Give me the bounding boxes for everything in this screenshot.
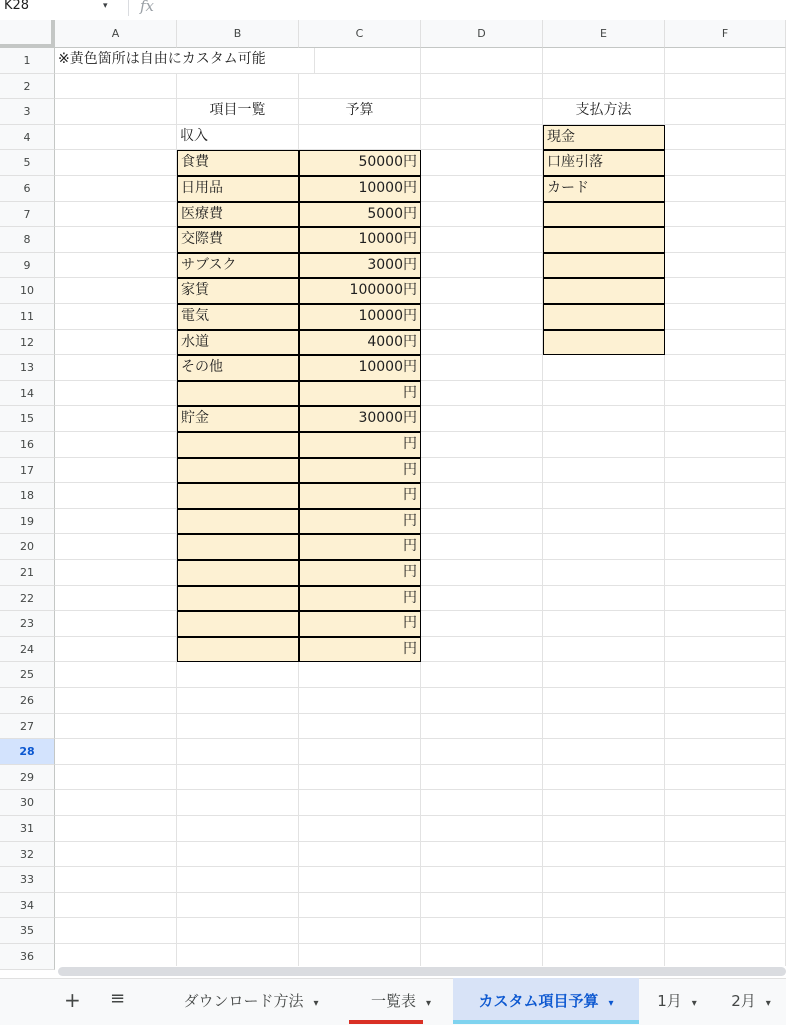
row-header-11[interactable]: 11 <box>0 304 55 330</box>
cell[interactable] <box>299 867 421 893</box>
column-header-e[interactable]: E <box>543 20 665 48</box>
item-label-cell[interactable] <box>177 432 299 458</box>
chevron-down-icon[interactable]: ▾ <box>425 998 432 1009</box>
item-amount-cell[interactable]: 円 <box>299 381 421 407</box>
cell[interactable] <box>55 381 177 407</box>
cell[interactable] <box>421 842 543 868</box>
cell[interactable] <box>665 867 786 893</box>
cell[interactable] <box>665 150 786 176</box>
cell[interactable] <box>421 74 543 100</box>
item-label-cell[interactable]: 食費 <box>177 150 299 176</box>
cell[interactable] <box>543 355 665 381</box>
item-amount-cell[interactable]: 10000円 <box>299 176 421 202</box>
cell[interactable] <box>665 432 786 458</box>
item-label-cell[interactable] <box>177 458 299 484</box>
item-label-cell[interactable] <box>177 509 299 535</box>
cell[interactable] <box>421 150 543 176</box>
cell[interactable] <box>177 765 299 791</box>
cell[interactable] <box>665 304 786 330</box>
cell[interactable] <box>177 816 299 842</box>
chevron-down-icon[interactable]: ▾ <box>608 998 614 1009</box>
item-label-cell[interactable] <box>177 381 299 407</box>
row-header-1[interactable]: 1 <box>0 48 55 74</box>
item-label-cell[interactable] <box>177 483 299 509</box>
cell[interactable] <box>55 739 177 765</box>
cell[interactable] <box>177 739 299 765</box>
cell[interactable] <box>299 714 421 740</box>
formula-divider <box>128 0 129 16</box>
cell[interactable] <box>665 765 786 791</box>
cell[interactable] <box>665 560 786 586</box>
item-amount-cell[interactable]: 円 <box>299 458 421 484</box>
cell[interactable] <box>421 99 543 125</box>
item-amount-cell[interactable]: 10000円 <box>299 355 421 381</box>
all-sheets-menu-icon[interactable]: ≡ <box>110 988 126 1009</box>
cell[interactable] <box>421 739 543 765</box>
row-header-27[interactable]: 27 <box>0 714 55 740</box>
cell[interactable] <box>421 227 543 253</box>
cell[interactable] <box>421 278 543 304</box>
cell[interactable] <box>421 688 543 714</box>
cell-e3-payment-header[interactable]: 支払方法 <box>543 99 665 125</box>
cell[interactable] <box>543 842 665 868</box>
row-header-14[interactable]: 14 <box>0 381 55 407</box>
cell[interactable] <box>177 918 299 944</box>
name-box-dropdown-icon[interactable]: ▾ <box>103 1 108 11</box>
cell[interactable] <box>177 867 299 893</box>
item-amount-cell[interactable]: 円 <box>299 483 421 509</box>
cell-b3-items-header[interactable]: 項目一覧 <box>177 99 299 125</box>
cell[interactable] <box>55 355 177 381</box>
cell[interactable] <box>665 99 786 125</box>
cell[interactable] <box>665 74 786 100</box>
cell[interactable] <box>421 458 543 484</box>
sheet-tab-label: 1月 <box>657 992 682 1010</box>
cell[interactable] <box>543 611 665 637</box>
item-label-cell[interactable] <box>177 586 299 612</box>
row-header-32[interactable]: 32 <box>0 842 55 868</box>
cell[interactable] <box>665 355 786 381</box>
column-header-c[interactable]: C <box>299 20 421 48</box>
name-box[interactable]: K28 <box>4 0 30 13</box>
cell[interactable] <box>665 637 786 663</box>
cell[interactable] <box>421 918 543 944</box>
cell[interactable] <box>665 662 786 688</box>
sheet-tab-2[interactable] <box>453 978 639 1024</box>
sheet-tab-1[interactable] <box>349 978 453 1024</box>
cell[interactable] <box>421 304 543 330</box>
payment-method-cell[interactable] <box>543 202 665 228</box>
cell[interactable] <box>177 688 299 714</box>
cell[interactable] <box>665 918 786 944</box>
cell[interactable] <box>543 534 665 560</box>
chevron-down-icon[interactable]: ▾ <box>313 998 319 1009</box>
cell[interactable] <box>55 278 177 304</box>
cell[interactable] <box>543 688 665 714</box>
select-all-corner[interactable] <box>0 20 55 48</box>
payment-method-cell[interactable] <box>543 253 665 279</box>
row-header-34[interactable]: 34 <box>0 893 55 919</box>
row-header-4[interactable]: 4 <box>0 125 55 151</box>
cell[interactable] <box>543 662 665 688</box>
cell[interactable] <box>55 611 177 637</box>
cell[interactable] <box>665 227 786 253</box>
cell[interactable] <box>177 842 299 868</box>
cell[interactable] <box>421 381 543 407</box>
cell[interactable] <box>421 893 543 919</box>
item-label-cell[interactable]: 医療費 <box>177 202 299 228</box>
row-header-22[interactable]: 22 <box>0 586 55 612</box>
cell[interactable] <box>55 790 177 816</box>
cell[interactable] <box>665 611 786 637</box>
sheet-tab-4[interactable] <box>716 978 786 1024</box>
cell[interactable] <box>421 637 543 663</box>
cell[interactable] <box>543 867 665 893</box>
row-header-12[interactable]: 12 <box>0 330 55 356</box>
payment-method-cell[interactable] <box>543 330 665 356</box>
row-header-16[interactable]: 16 <box>0 432 55 458</box>
cell[interactable] <box>299 48 421 74</box>
horizontal-scrollbar-thumb[interactable] <box>58 967 786 976</box>
cell[interactable] <box>177 662 299 688</box>
item-label-cell[interactable]: 貯金 <box>177 406 299 432</box>
cell[interactable] <box>299 842 421 868</box>
cell[interactable] <box>421 765 543 791</box>
cell[interactable] <box>55 637 177 663</box>
sheet-tab-label: カスタム項目予算 <box>478 992 599 1010</box>
payment-method-cell[interactable]: 現金 <box>543 125 665 151</box>
cell[interactable] <box>421 560 543 586</box>
cell[interactable] <box>543 458 665 484</box>
add-sheet-button[interactable]: + <box>64 988 81 1012</box>
cell[interactable] <box>55 432 177 458</box>
cell[interactable] <box>55 662 177 688</box>
row-header-26[interactable]: 26 <box>0 688 55 714</box>
column-header-b[interactable]: B <box>177 20 299 48</box>
cell[interactable] <box>299 74 421 100</box>
cell[interactable] <box>421 662 543 688</box>
sheet-tab-label: 一覧表 <box>370 992 416 1010</box>
cell[interactable] <box>421 355 543 381</box>
row-header-5[interactable]: 5 <box>0 150 55 176</box>
column-header-a[interactable]: A <box>55 20 177 48</box>
cell[interactable] <box>543 483 665 509</box>
sheet-tab-label: ダウンロード方法 <box>183 992 304 1010</box>
cell[interactable] <box>421 48 543 74</box>
cell[interactable] <box>55 304 177 330</box>
cell[interactable] <box>299 816 421 842</box>
sheet-tab-3[interactable] <box>643 978 711 1024</box>
cell[interactable] <box>665 253 786 279</box>
row-header-35[interactable]: 35 <box>0 918 55 944</box>
row-header-30[interactable]: 30 <box>0 790 55 816</box>
column-header-d[interactable]: D <box>421 20 543 48</box>
cell[interactable] <box>299 893 421 919</box>
cell[interactable] <box>665 816 786 842</box>
sheet-tab-0[interactable] <box>158 978 344 1024</box>
row-header-17[interactable]: 17 <box>0 458 55 484</box>
item-amount-cell[interactable]: 円 <box>299 586 421 612</box>
item-label-cell[interactable] <box>177 560 299 586</box>
cell[interactable] <box>665 176 786 202</box>
row-header-18[interactable]: 18 <box>0 483 55 509</box>
item-amount-cell[interactable]: 3000円 <box>299 253 421 279</box>
payment-method-cell[interactable] <box>543 227 665 253</box>
item-amount-cell[interactable]: 円 <box>299 534 421 560</box>
row-header-7[interactable]: 7 <box>0 202 55 228</box>
cell[interactable] <box>55 406 177 432</box>
cell[interactable] <box>543 74 665 100</box>
cell[interactable] <box>665 330 786 356</box>
cell[interactable] <box>299 125 421 151</box>
cell[interactable] <box>421 509 543 535</box>
row-header-31[interactable]: 31 <box>0 816 55 842</box>
cell[interactable] <box>55 74 177 100</box>
cell[interactable] <box>55 714 177 740</box>
cell[interactable] <box>55 765 177 791</box>
row-header-21[interactable]: 21 <box>0 560 55 586</box>
cell[interactable] <box>55 458 177 484</box>
cell[interactable] <box>665 893 786 919</box>
cell[interactable] <box>665 483 786 509</box>
row-header-33[interactable]: 33 <box>0 867 55 893</box>
cell[interactable] <box>177 74 299 100</box>
cell[interactable] <box>543 893 665 919</box>
cell[interactable] <box>543 381 665 407</box>
cell[interactable] <box>177 790 299 816</box>
payment-method-cell[interactable] <box>543 278 665 304</box>
payment-method-cell[interactable]: カード <box>543 176 665 202</box>
item-amount-cell[interactable]: 4000円 <box>299 330 421 356</box>
cell[interactable] <box>421 202 543 228</box>
cell[interactable] <box>55 534 177 560</box>
cell[interactable] <box>177 893 299 919</box>
cell[interactable] <box>665 406 786 432</box>
item-amount-cell[interactable]: 円 <box>299 611 421 637</box>
row-header-19[interactable]: 19 <box>0 509 55 535</box>
cell[interactable] <box>543 406 665 432</box>
column-header-f[interactable]: F <box>665 20 786 48</box>
item-label-cell[interactable]: サブスク <box>177 253 299 279</box>
item-label-cell[interactable]: 電気 <box>177 304 299 330</box>
cell[interactable] <box>543 714 665 740</box>
cell[interactable] <box>55 150 177 176</box>
cell[interactable] <box>543 739 665 765</box>
item-amount-cell[interactable]: 5000円 <box>299 202 421 228</box>
cell[interactable] <box>55 586 177 612</box>
cell[interactable] <box>55 330 177 356</box>
cell[interactable] <box>665 790 786 816</box>
item-label-cell[interactable]: 家賃 <box>177 278 299 304</box>
cell[interactable] <box>55 253 177 279</box>
cell[interactable] <box>299 790 421 816</box>
row-header-3[interactable]: 3 <box>0 99 55 125</box>
cell[interactable] <box>421 125 543 151</box>
cell[interactable] <box>543 790 665 816</box>
cell[interactable] <box>421 611 543 637</box>
row-header-2[interactable]: 2 <box>0 74 55 100</box>
item-amount-cell[interactable]: 円 <box>299 637 421 663</box>
cell[interactable] <box>299 765 421 791</box>
row-header-23[interactable]: 23 <box>0 611 55 637</box>
cell[interactable] <box>421 253 543 279</box>
row-header-10[interactable]: 10 <box>0 278 55 304</box>
cell[interactable] <box>665 125 786 151</box>
item-amount-cell[interactable]: 円 <box>299 509 421 535</box>
cell[interactable] <box>543 586 665 612</box>
cell[interactable] <box>55 893 177 919</box>
cell[interactable] <box>543 637 665 663</box>
row-header-25[interactable]: 25 <box>0 662 55 688</box>
cell-b4-income[interactable]: 収入 <box>177 125 299 151</box>
cell[interactable] <box>421 867 543 893</box>
cell[interactable] <box>55 816 177 842</box>
sheet-tab-label: 2月 <box>731 992 756 1010</box>
item-amount-cell[interactable]: 10000円 <box>299 304 421 330</box>
item-label-cell[interactable]: 日用品 <box>177 176 299 202</box>
cell[interactable] <box>543 560 665 586</box>
cell[interactable] <box>665 48 786 74</box>
cell[interactable] <box>543 918 665 944</box>
item-amount-cell[interactable]: 30000円 <box>299 406 421 432</box>
sheet-tab-color-indicator <box>453 1020 639 1024</box>
cell[interactable] <box>55 125 177 151</box>
cell[interactable] <box>55 483 177 509</box>
cell[interactable] <box>55 509 177 535</box>
cell[interactable] <box>55 918 177 944</box>
row-header-24[interactable]: 24 <box>0 637 55 663</box>
item-label-cell[interactable] <box>177 534 299 560</box>
item-label-cell[interactable]: 交際費 <box>177 227 299 253</box>
cell[interactable] <box>421 176 543 202</box>
cell[interactable] <box>55 867 177 893</box>
cell-a1-note[interactable]: ※黄色箇所は自由にカスタム可能 <box>55 48 315 74</box>
row-header-8[interactable]: 8 <box>0 227 55 253</box>
chevron-down-icon[interactable]: ▾ <box>765 998 771 1009</box>
cell[interactable] <box>55 842 177 868</box>
cell[interactable] <box>543 765 665 791</box>
cell[interactable] <box>543 48 665 74</box>
cell[interactable] <box>543 432 665 458</box>
chevron-down-icon[interactable]: ▾ <box>691 998 697 1009</box>
cell-c3-budget-header[interactable]: 予算 <box>299 99 421 125</box>
item-label-cell[interactable] <box>177 637 299 663</box>
cell[interactable] <box>665 381 786 407</box>
cell[interactable] <box>421 816 543 842</box>
payment-method-cell[interactable]: 口座引落 <box>543 150 665 176</box>
item-amount-cell[interactable]: 100000円 <box>299 278 421 304</box>
cell[interactable] <box>55 227 177 253</box>
row-header-9[interactable]: 9 <box>0 253 55 279</box>
cell[interactable] <box>177 714 299 740</box>
item-amount-cell[interactable]: 円 <box>299 432 421 458</box>
item-amount-cell[interactable]: 10000円 <box>299 227 421 253</box>
cell[interactable] <box>421 534 543 560</box>
row-header-36[interactable]: 36 <box>0 944 55 970</box>
item-amount-cell[interactable]: 50000円 <box>299 150 421 176</box>
cell[interactable] <box>665 458 786 484</box>
cell[interactable] <box>421 586 543 612</box>
cell[interactable] <box>421 790 543 816</box>
cell[interactable] <box>665 714 786 740</box>
cell[interactable] <box>543 816 665 842</box>
cell[interactable] <box>421 406 543 432</box>
cell[interactable] <box>421 330 543 356</box>
cell[interactable] <box>55 202 177 228</box>
cell[interactable] <box>543 509 665 535</box>
cell[interactable] <box>55 688 177 714</box>
cell[interactable] <box>665 842 786 868</box>
cell[interactable] <box>55 560 177 586</box>
cell[interactable] <box>665 739 786 765</box>
cell[interactable] <box>299 739 421 765</box>
row-header-28[interactable]: 28 <box>0 739 55 765</box>
row-header-15[interactable]: 15 <box>0 406 55 432</box>
item-label-cell[interactable]: 水道 <box>177 330 299 356</box>
cell[interactable] <box>299 662 421 688</box>
item-label-cell[interactable] <box>177 611 299 637</box>
item-amount-cell[interactable]: 円 <box>299 560 421 586</box>
cell[interactable] <box>665 688 786 714</box>
row-header-6[interactable]: 6 <box>0 176 55 202</box>
cell[interactable] <box>665 509 786 535</box>
fx-icon: fx <box>140 0 155 15</box>
cell[interactable] <box>665 278 786 304</box>
cell[interactable] <box>299 688 421 714</box>
cell[interactable] <box>421 483 543 509</box>
row-header-13[interactable]: 13 <box>0 355 55 381</box>
cell[interactable] <box>421 714 543 740</box>
cell[interactable] <box>299 918 421 944</box>
row-header-29[interactable]: 29 <box>0 765 55 791</box>
item-label-cell[interactable]: その他 <box>177 355 299 381</box>
sheet-tab-color-indicator <box>349 1020 423 1024</box>
formula-bar <box>0 0 786 20</box>
cell[interactable] <box>55 99 177 125</box>
cell[interactable] <box>421 432 543 458</box>
cell[interactable] <box>665 534 786 560</box>
row-header-20[interactable]: 20 <box>0 534 55 560</box>
cell[interactable] <box>665 202 786 228</box>
cell[interactable] <box>55 176 177 202</box>
cell[interactable] <box>665 586 786 612</box>
payment-method-cell[interactable] <box>543 304 665 330</box>
